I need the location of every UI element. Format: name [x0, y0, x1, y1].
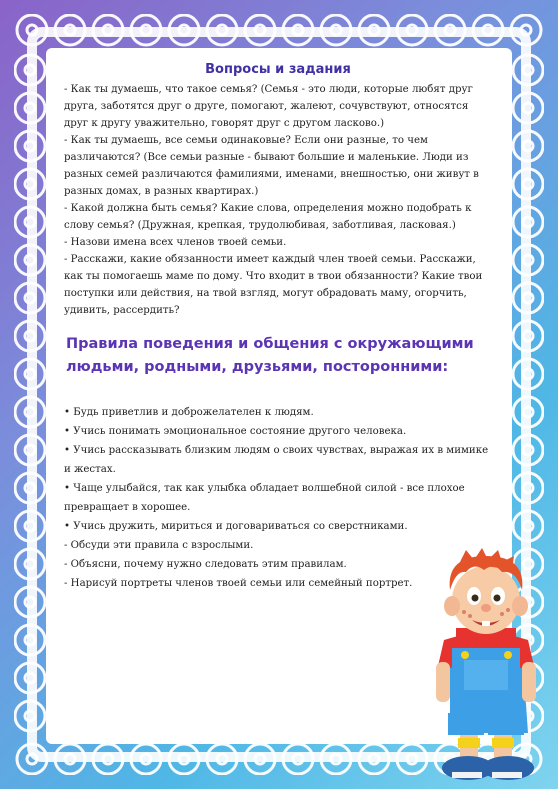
questions-list [64, 81, 492, 319]
rule-item: - Обсуди эти правила с взрослыми. [64, 540, 254, 551]
questions-title: Вопросы и задания [205, 62, 351, 77]
rule-item: • Будь приветлив и доброжелателен к людям. [64, 407, 314, 418]
question-item: - Расскажи, какие обязанности имеет каждый член твоей семьи. Расскажи, как ты помогаешь маме по дому. Что входит в твои обязанности? Какие твои поступки или действия, на твой взгляд, могут обрадовать маму, огорчить, удивить, рассердить? [64, 254, 483, 316]
cartoon-boy-illustration [430, 548, 550, 783]
rule-item: • Учись понимать эмоциональное состояние другого человека. [64, 426, 407, 437]
question-item: - Какой должна быть семья? Какие слова, определения можно подобрать к слову семья? (Дружная, крепкая, трудолюбивая, заботливая, ласковая.) [64, 203, 472, 231]
question-item: - Как ты думаешь, все семьи одинаковые? Если они разные, то чем различаются? (Все семьи разные - бывают большие и маленькие. Люди из разных семей различаются фамилиями, именами, внешностью, они живут в разных домах, в разных квартирах.) [64, 135, 479, 197]
rule-item: - Нарисуй портреты членов твоей семьи или семейный портрет. [64, 578, 413, 589]
rule-item: • Учись рассказывать близким людям о своих чувствах, выражая их в мимике и жестах. [64, 445, 489, 475]
rules-list [64, 403, 492, 593]
question-item: - Назови имена всех членов твоей семьи. [64, 237, 287, 248]
rules-title: Правила поведения и общения с окружающими людьми, родными, друзьями, посторонними: [66, 336, 474, 375]
rule-item: - Объясни, почему нужно следовать этим правилам. [64, 559, 347, 570]
rule-item: • Чаще улыбайся, так как улыбка обладает волшебной силой - все плохое превращает в хорошее. [64, 483, 465, 513]
question-item: - Как ты думаешь, что такое семья? (Семья - это люди, которые любят друг друга, заботятся друг о друге, помогают, жалеют, сочувствуют, относятся друг к другу уважительно, говорят друг с другом ласково.) [64, 84, 473, 129]
rule-item: • Учись дружить, мириться и договариваться со сверстниками. [64, 521, 408, 532]
document-body [64, 60, 492, 680]
